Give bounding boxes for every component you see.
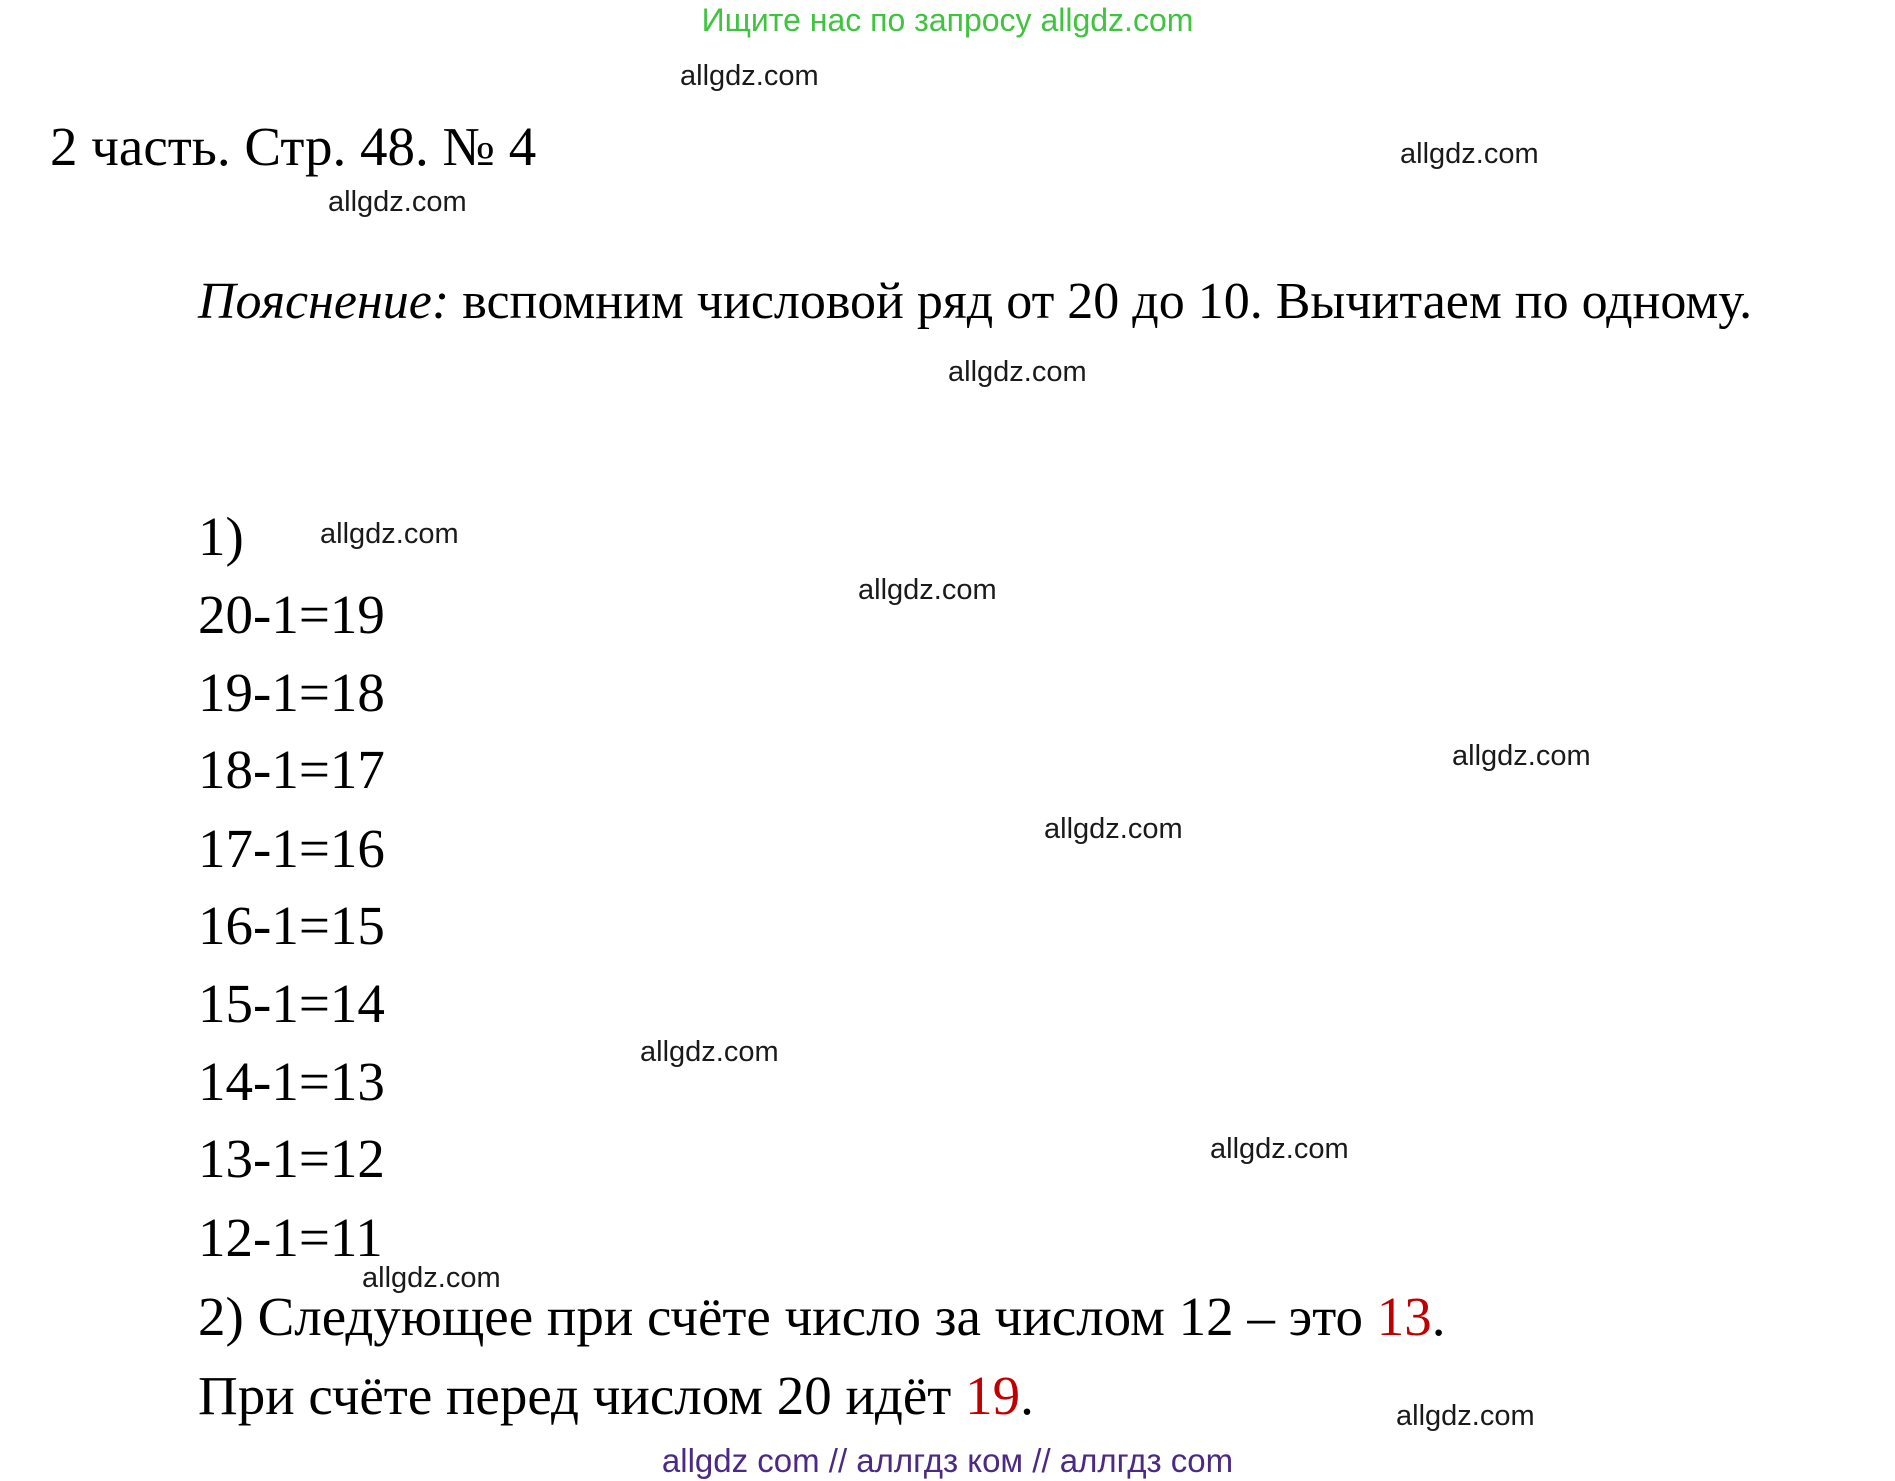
equation: 20-1=19 — [198, 584, 385, 645]
footer-links: allgdz com // аллгдз ком // аллгдз com — [661, 1442, 1234, 1479]
explanation-paragraph — [50, 262, 1828, 342]
watermark: allgdz.com — [1210, 1133, 1349, 1165]
part2-line2-end: . — [1020, 1365, 1034, 1426]
equation: 12-1=11 — [198, 1207, 383, 1268]
watermark: allgdz.com — [320, 518, 459, 550]
part2-line2 — [198, 1364, 1034, 1427]
watermark: allgdz.com — [1452, 740, 1591, 772]
watermark: allgdz.com — [948, 356, 1087, 388]
page-title: 2 часть. Стр. 48. № 4 — [50, 116, 537, 177]
equation: 14-1=13 — [198, 1051, 385, 1112]
watermark: allgdz.com — [640, 1036, 779, 1068]
part1-label: 1) — [198, 506, 244, 567]
answer-value: 19 — [965, 1365, 1021, 1426]
equation: 13-1=12 — [198, 1128, 385, 1189]
part2-line1-text: 2) Следующее при счёте число за числом 12 – это — [198, 1286, 1377, 1347]
part2-line1-end: . — [1431, 1286, 1446, 1347]
watermark: allgdz.com — [1396, 1400, 1535, 1432]
watermark: allgdz.com — [1400, 138, 1539, 170]
watermark: allgdz.com — [362, 1262, 501, 1294]
answer-value: 13 — [1376, 1286, 1432, 1347]
watermark: allgdz.com — [858, 574, 997, 606]
equation: 19-1=18 — [198, 662, 385, 723]
equation: 18-1=17 — [198, 739, 385, 800]
watermark: allgdz.com — [1044, 813, 1183, 845]
explanation-text: вспомним числовой ряд от 20 до 10. Вычитаем по одному. — [449, 273, 1753, 330]
explanation-label: Пояснение: — [198, 273, 450, 330]
part2-line2-text: При счёте перед числом 20 идёт — [198, 1365, 966, 1426]
watermark: allgdz.com — [680, 60, 819, 92]
top-banner: Ищите нас по запросу allgdz.com — [701, 2, 1194, 38]
equation: 16-1=15 — [198, 895, 385, 956]
equation: 17-1=16 — [198, 818, 385, 879]
equation: 15-1=14 — [198, 973, 385, 1034]
watermark: allgdz.com — [328, 186, 467, 218]
